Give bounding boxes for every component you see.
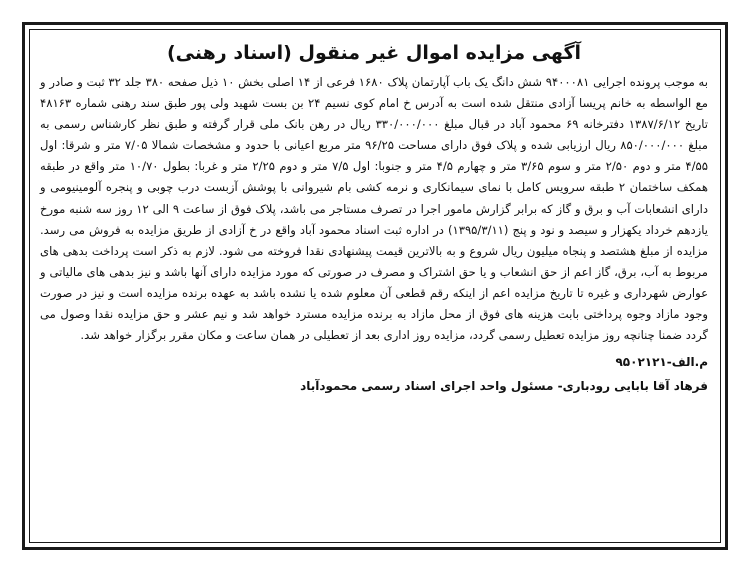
notice-title: آگهی مزایده اموال غیر منقول (اسناد رهنی) <box>166 42 582 64</box>
notice-content <box>40 40 708 536</box>
notice-body: به موجب پرونده اجرایی ۹۴۰۰۰۸۱ شش دانگ یک باب آپارتمان پلاک ۱۶۸۰ فرعی از ۱۴ اصلی بخش ۱۰ ذیل صفحه ۳۸۰ جلد ۳۲ ثبت و صادر و مع الواسطه به خانم پریسا آزادی منتقل شده است به آدرس خ امام کوی نسیم ۲۴ بن بست شهید ولی پور طبق سند رهنی شماره ۴۸۱۶۳ تاریخ ۱۳۸۷/۶/۱۲ دفترخانه ۶۹ محمود آباد در قبال مبلغ ۳۳۰/۰۰۰/۰۰۰ ریال در رهن بانک ملی قرار گرفته و طبق نظر کارشناس رسمی به مبلغ ۸۵۰/۰۰۰/۰۰۰ ریال ارزیابی شده و پلاک فوق دارای مساحت ۹۶/۲۵ متر مربع اعیانی با حدود و مشخصات شمالا ۷/۰۵ متر و شرقا: اول ۴/۵۵ متر و دوم ۲/۵۰ متر و سوم ۳/۶۵ متر و چهارم ۴/۵ متر و جنوبا: اول ۷/۵ متر و دوم ۲/۲۵ متر و غربا: بطول ۱۰/۷۰ متر واقع در طبقه همکف ساختمان ۲ طبقه سرویس کامل با نمای سیمانکاری و نرمه کشی بام شیروانی با پوشش آزبست درب چوبی و پنجره آلومینیومی و دارای انشعابات آب و برق و گاز که برابر گزارش مامور اجرا در تصرف مستاجر می باشد، پلاک فوق از ساعت ۹ الی ۱۲ روز سه شنبه مورخ یازدهم خرداد یکهزار و سیصد و نود و پنج (۱۳۹۵/۳/۱۱) در اداره ثبت اسناد محمود آباد واقع در خ آزادی از طریق مزایده به فروش می رسد. مزایده از مبلغ هشتصد و پنجاه میلیون ریال شروع و به بالاترین قیمت پیشنهادی نقدا فروخته می شود. لازم به ذکر است پرداخت بدهی های مربوط به آب، برق، گاز اعم از حق انشعاب و یا حق اشتراک و مصرف در صورتی که مورد مزایده دارای آنها باشد و نیز بدهی های مالیاتی و عوارض شهرداری و غیره تا تاریخ مزایده اعم از اینکه رقم قطعی آن معلوم شده یا نشده باشد به عهده برنده مزایده است و نیز در صورت وجود مازاد وجوه پرداختی بابت هزینه های فوق از محل مازاد به برنده مزایده مسترد خواهد شد و نیم عشر و حق مزایده نقدا وصول می گردد ضمنا چنانچه روز مزایده تعطیل رسمی گردد، مزایده روز اداری بعد از تعطیلی در همان ساعت و مکان مقرر برگزار خواهد شد. <box>40 75 709 343</box>
notice-inner-border <box>29 29 721 543</box>
ad-code: م.الف-۹۵۰۲۱۲۱ <box>615 355 708 370</box>
notice-outer-border <box>22 22 728 550</box>
notice-signature: فرهاد آقا بابایی رودباری- مسئول واحد اجرای اسناد رسمی محمودآباد <box>300 379 708 394</box>
